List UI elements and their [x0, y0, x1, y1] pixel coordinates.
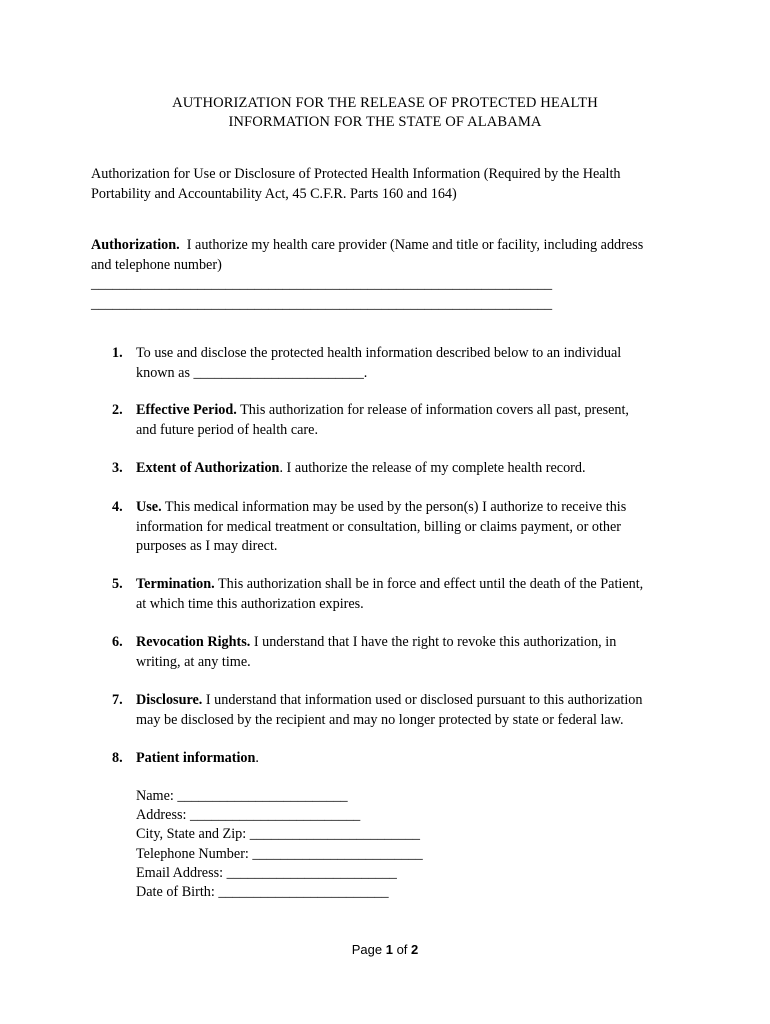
item-line[interactable]: known as ________________________.	[136, 364, 368, 381]
item-number: 3.	[112, 460, 123, 476]
authorization-line-2: and telephone number)	[91, 256, 222, 273]
patient-address-field[interactable]	[136, 806, 423, 825]
item-line: writing, at any time.	[136, 653, 251, 670]
item-line	[136, 401, 682, 421]
intro-paragraph	[91, 165, 691, 204]
patient-information-fields	[136, 787, 423, 902]
item-line	[136, 691, 682, 711]
field-blank[interactable]: ________________________	[252, 845, 423, 862]
field-label: Address:	[136, 807, 187, 824]
patient-city-state-zip-field[interactable]	[136, 825, 423, 844]
patient-telephone-field[interactable]	[136, 845, 423, 864]
field-blank[interactable]: ________________________	[190, 807, 361, 824]
patient-name-field[interactable]	[136, 787, 423, 806]
item-text: This medical information may be used by the person(s) I authorize to receive this	[161, 499, 627, 515]
authorization-heading: Authorization.	[91, 237, 180, 253]
item-text: . I authorize the release of my complete health record.	[279, 460, 586, 476]
field-blank[interactable]: ________________________	[177, 788, 348, 804]
field-blank[interactable]: ________________________	[218, 884, 389, 901]
provider-blank-1[interactable]: _________________________________________________________________	[91, 276, 553, 292]
item-line	[136, 344, 682, 364]
intro-line-2: Portability and Accountability Act, 45 C.F.R. Parts 160 and 164)	[91, 185, 457, 202]
list-item	[112, 498, 682, 575]
item-line: may be disclosed by the recipient and may no longer protected by state or federal law.	[136, 711, 624, 728]
item-heading: Extent of Authorization	[136, 460, 280, 476]
item-heading: Patient information	[136, 750, 256, 766]
field-label: Date of Birth:	[136, 884, 215, 901]
item-text: To use and disclose the protected health information described below to an individual	[136, 345, 622, 361]
authorization-terms-list	[112, 344, 682, 788]
page-label: Page	[351, 942, 386, 957]
list-item	[112, 575, 682, 633]
list-item	[112, 459, 682, 498]
field-label: City, State and Zip:	[136, 826, 247, 843]
current-page-number: 1	[385, 942, 393, 957]
title-line-2: INFORMATION FOR THE STATE OF ALABAMA	[228, 114, 542, 130]
item-line	[136, 749, 682, 769]
item-number: 5.	[112, 576, 123, 592]
page-of-label: of	[392, 942, 412, 957]
authorization-line-1	[91, 236, 691, 256]
field-label: Email Address:	[136, 864, 224, 881]
item-heading: Termination.	[136, 576, 215, 592]
document-title	[0, 94, 770, 132]
item-number: 2.	[112, 402, 123, 418]
item-heading: Revocation Rights.	[136, 634, 251, 650]
patient-dob-field[interactable]	[136, 883, 423, 902]
item-line: at which time this authorization expires.	[136, 595, 364, 612]
item-line: and future period of health care.	[136, 421, 318, 438]
field-label: Name:	[136, 788, 174, 804]
authorization-text-1: I authorize my health care provider (Name and title or facility, including address	[186, 237, 644, 253]
item-text: This authorization shall be in force and effect until the death of the Patient,	[214, 576, 644, 592]
item-number: 8.	[112, 750, 123, 766]
intro-line-1: Authorization for Use or Disclosure of Protected Health Information (Required by the Health	[91, 166, 621, 182]
item-line	[136, 633, 682, 653]
total-pages-number: 2	[411, 942, 419, 957]
item-text: .	[255, 750, 259, 766]
page-footer	[0, 942, 770, 957]
list-item	[112, 691, 682, 749]
list-item	[112, 344, 682, 401]
provider-blank-2[interactable]: _________________________________________________________________	[91, 295, 553, 312]
item-heading: Effective Period.	[136, 402, 237, 418]
item-line: information for medical treatment or consultation, billing or claims payment, or other	[136, 518, 622, 535]
item-text: I understand that information used or disclosed pursuant to this authorization	[202, 692, 643, 708]
item-text: I understand that I have the right to revoke this authorization, in	[250, 634, 617, 650]
item-number: 1.	[112, 345, 123, 361]
patient-email-field[interactable]	[136, 864, 423, 883]
field-blank[interactable]: ________________________	[226, 864, 397, 881]
item-line	[136, 498, 682, 518]
item-line	[136, 459, 682, 479]
item-number: 6.	[112, 634, 123, 650]
list-item	[112, 749, 682, 788]
item-number: 7.	[112, 692, 123, 708]
title-line-1: AUTHORIZATION FOR THE RELEASE OF PROTECTED HEALTH	[172, 95, 598, 111]
item-line	[136, 575, 682, 595]
authorization-paragraph	[91, 236, 691, 314]
list-item	[112, 633, 682, 691]
item-heading: Use.	[136, 499, 162, 515]
field-blank[interactable]: ________________________	[249, 826, 420, 843]
field-label: Telephone Number:	[136, 845, 249, 862]
item-number: 4.	[112, 499, 123, 515]
list-item	[112, 401, 682, 459]
item-line: purposes as I may direct.	[136, 538, 278, 554]
item-text: This authorization for release of information covers all past, present,	[236, 402, 629, 418]
item-heading: Disclosure.	[136, 692, 203, 708]
